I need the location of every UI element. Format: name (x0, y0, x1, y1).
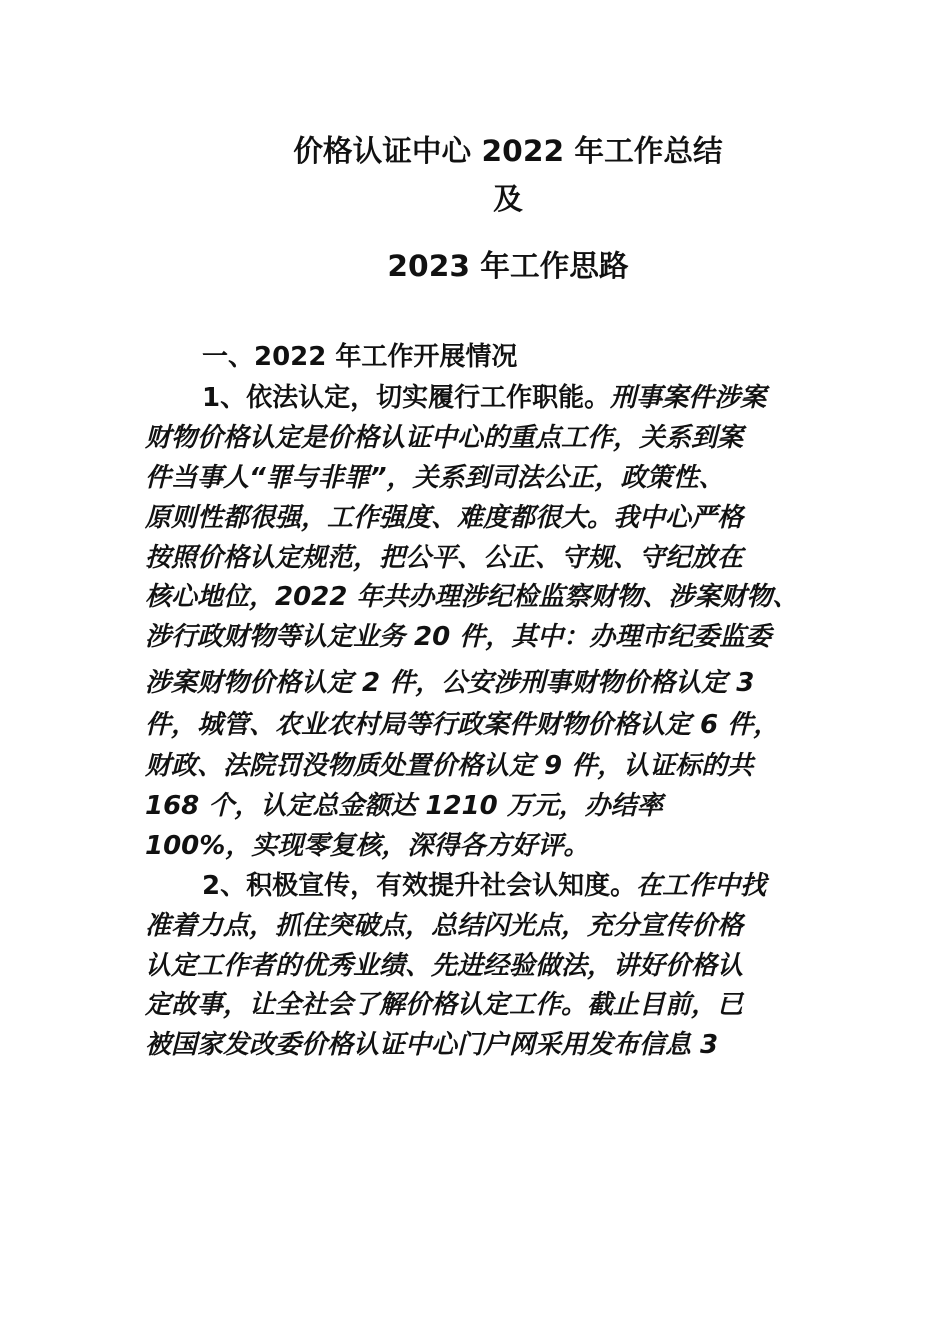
item1-line-2: 财物价格认定是价格认证中心的重点工作，关系到案 (145, 423, 744, 453)
item1-line-10: 财政、法院罚没物质处置价格认定 9 件，认证标的共 (145, 751, 754, 781)
item1-line-1 (202, 381, 766, 415)
item1-line-5: 按照价格认定规范，把公平、公正、守规、守纪放在 (145, 543, 744, 573)
item1-line-3: 件当事人“罪与非罪”，关系到司法公正，政策性、 (145, 463, 725, 493)
item1-line-8: 涉案财物价格认定 2 件，公安涉刑事财物价格认定 3 (145, 668, 755, 698)
item2-lead: 2、积极宣传，有效提升社会认知度。 (202, 871, 637, 901)
item1-lead: 1、依法认定，切实履行工作职能。 (202, 383, 611, 413)
item1-text: 刑事案件涉案 (610, 383, 767, 413)
item1-line-9: 件，城管、农业农村局等行政案件财物价格认定 6 件， (145, 710, 780, 740)
item1-line-7: 涉行政财物等认定业务 20 件，其中：办理市纪委监委 (145, 622, 772, 652)
item2-text: 在工作中找 (636, 871, 767, 901)
item1-line-6: 核心地位，2022 年共办理涉纪检监察财物、涉案财物、 (145, 582, 799, 612)
document-title-line-1: 价格认证中心 2022 年工作总结 (293, 133, 723, 168)
item2-line-4: 定故事，让全社会了解价格认定工作。截止目前，已 (145, 990, 744, 1020)
item1-line-4: 原则性都很强，工作强度、难度都很大。我中心严格 (145, 503, 744, 533)
document-title-line-3: 2023 年工作思路 (387, 248, 629, 283)
section-heading: 一、2022 年工作开展情况 (202, 342, 518, 372)
item2-line-2: 准着力点，抓住突破点，总结闪光点，充分宣传价格 (145, 911, 744, 941)
item2-line-1 (202, 869, 766, 903)
item2-line-3: 认定工作者的优秀业绩、先进经验做法，讲好价格认 (145, 951, 744, 981)
document-title-line-2: 及 (493, 181, 523, 216)
item1-line-11: 168 个，认定总金额达 1210 万元，办结率 (145, 791, 663, 821)
item2-line-5: 被国家发改委价格认证中心门户网采用发布信息 3 (145, 1030, 719, 1060)
item1-line-12: 100%，实现零复核，深得各方好评。 (145, 831, 590, 861)
